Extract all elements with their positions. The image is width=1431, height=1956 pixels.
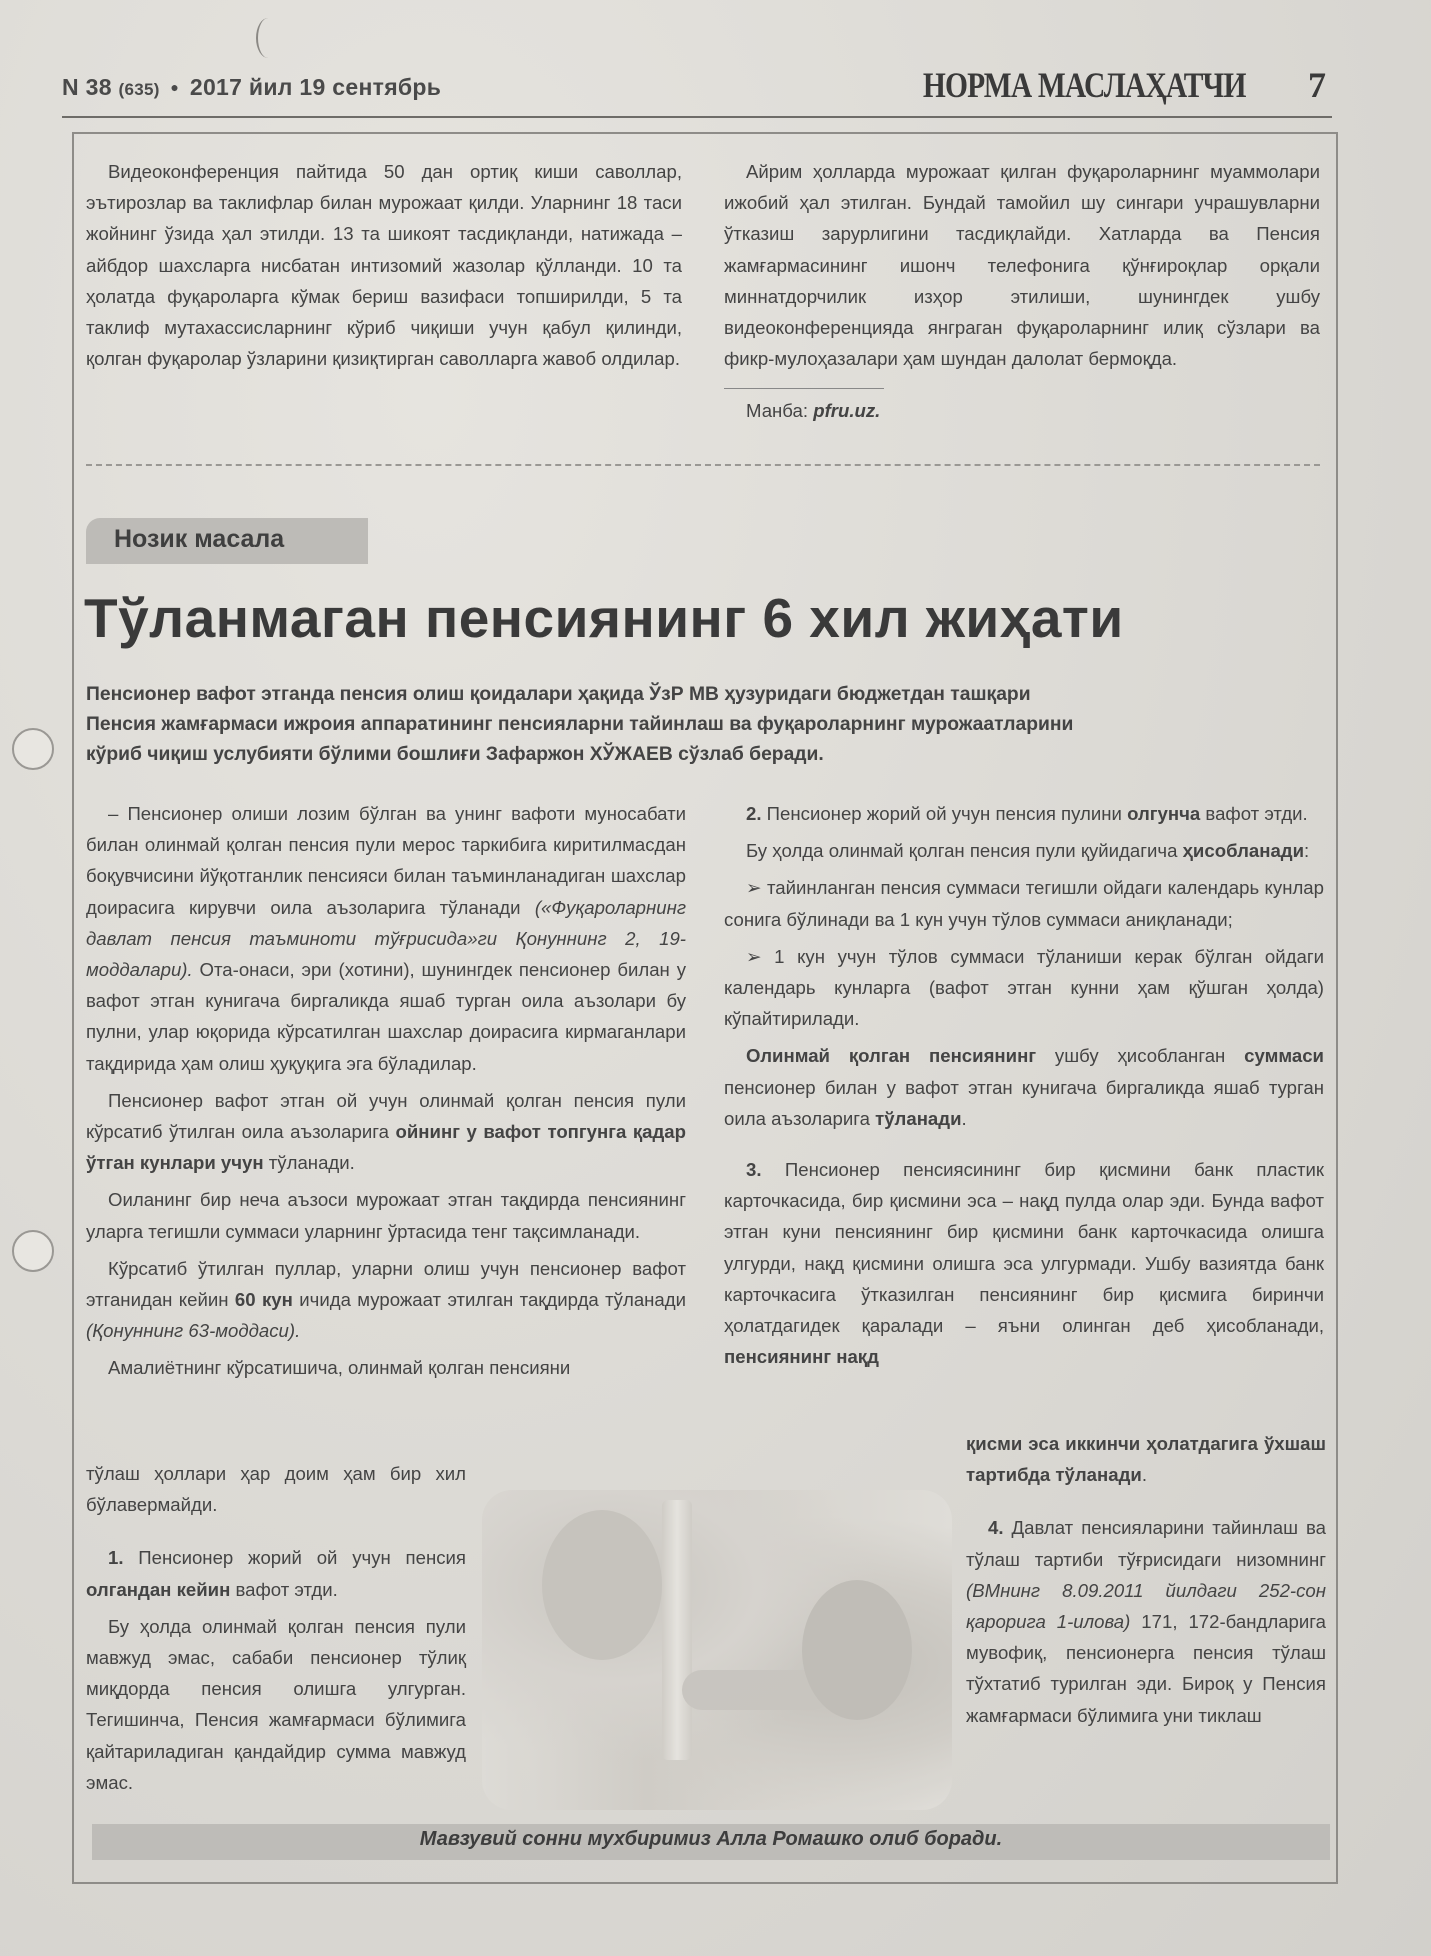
photo-vase bbox=[662, 1500, 692, 1760]
article-headline: Тўланмаган пенсиянинг 6 хил жиҳати bbox=[84, 587, 1124, 649]
paragraph bbox=[86, 798, 686, 1079]
emphasis-text: 60 кун bbox=[234, 1289, 293, 1311]
prev-article-paragraph: Айрим ҳолларда мурожаат қилган фуқароларнинг муаммолари ижобий ҳал этилган. Бундай тамойил шу сингари учрашувларни ўтказиш зарурлигини тасдиқлайди. Хатларда ва Пенсия жамғармасининг ишонч телефонига қўнғироқлар орқали миннатдорчилик изҳор этилиши, шунингдек ушбу видеоконференцияда янграган фуқароларнинг илиқ сўзлари ва фикр-мулоҳазалари ҳам шундан далолат бермоқда. bbox=[724, 161, 1320, 370]
paragraph: тўлаш ҳоллари ҳар доим ҳам бир хил бўлавермайди. bbox=[86, 1463, 466, 1516]
footer-credit: Мавзувий сонни мухбиримиз Алла Ромашко олиб боради. bbox=[419, 1828, 1003, 1850]
masthead: НОРМА МАСЛАҲАТЧИ bbox=[923, 65, 1246, 105]
paragraph-text: Пенсионер жорий ой учун пенсия пулини bbox=[761, 803, 1128, 824]
case-4 bbox=[966, 1512, 1326, 1730]
case-2 bbox=[724, 798, 1324, 829]
punch-hole-icon bbox=[12, 728, 54, 770]
law-reference: («Фуқароларнинг давлат пенсия таъминоти тўғрисида»ги Қонуннинг 2, 19-моддалари). bbox=[86, 896, 686, 981]
case-3 bbox=[724, 1154, 1324, 1372]
photo-figure bbox=[542, 1510, 662, 1660]
paragraph-text: – Пенсионер олиши лозим бўлган ва унинг вафоти муносабати билан олинмай қолган пенсия пули мерос таркибига киритилмасдан боқувчисини йўқотганлик пенсияси билан таъминланадиган шахслар доирасига кирувчи оила аъзоларига тўланади bbox=[86, 803, 686, 918]
bullet-item: ➢ тайинланган пенсия суммаси тегишли ойдаги календарь кунлар сонига бўлинади ва 1 кун учун тўлов суммаси аниқланади; bbox=[724, 877, 1324, 930]
case-number: 3. bbox=[746, 1159, 762, 1181]
paragraph bbox=[86, 1085, 686, 1179]
article-right-column bbox=[724, 798, 1324, 1372]
paragraph-text: Кўрсатиб ўтилган пуллар, уларни олиш учун пенсионер вафот этганидан кейин bbox=[86, 1257, 686, 1311]
source-line bbox=[724, 395, 1320, 426]
paragraph bbox=[724, 1040, 1324, 1134]
paragraph-text: вафот этди. bbox=[1200, 803, 1308, 824]
emphasis-text: олгунча bbox=[1127, 803, 1201, 824]
paragraph-text: пенсионер билан у вафот этган кунигача биргаликда яшаб турган оила аъзоларига bbox=[724, 1076, 1324, 1129]
paragraph-text: . bbox=[1141, 1464, 1148, 1486]
paragraph-text: Бу ҳолда олинмай қолган пенсия пули қуйидагича bbox=[746, 840, 1183, 862]
rubric-label: Нозик масала bbox=[114, 525, 285, 553]
photo-figure bbox=[802, 1580, 912, 1720]
case-number: 4. bbox=[988, 1517, 1004, 1539]
emphasis-text: ҳисобланади bbox=[1182, 840, 1305, 862]
paragraph-text: 171, 172-бандларига мувофиқ, пенсионерга пенсия тўлаш тўхтатиб турилган эди. Бироқ у Пенсия жамғармаси бўлимига уни тиклаш bbox=[966, 1611, 1326, 1726]
bullet-dot-icon: ● bbox=[170, 79, 180, 95]
paragraph: Бу ҳолда олинмай қолган пенсия пули мавжуд эмас, сабаби пенсионер тўлиқ миқдорда пенсия олишга улгурган. Тегишинча, Пенсия жамғармаси бўлимига қайтариладиган қандайдир сумма мавжуд эмас. bbox=[86, 1615, 466, 1793]
case-number: 1. bbox=[108, 1547, 124, 1569]
paragraph bbox=[724, 835, 1324, 866]
section-divider bbox=[86, 464, 1320, 466]
prev-article-paragraph: Видеоконференция пайтида 50 дан ортиқ киши саволлар, эътирозлар ва таклифлар билан мурожаат қилди. Уларнинг 18 таси жойнинг ўзида ҳал этилди. 13 та шикоят тасдиқланди, натижада – айбдор шахсларга нисбатан интизомий жазолар қўлланди. 10 та ҳолатда фуқароларга кўмак бериш вазифаси топширилди, 5 та таклиф мутахассисларнинг кўриб чиқиши учун қабул қилинди, қолган фуқаролар ўзларини қизиқтирган саволларга жавоб олдилар. bbox=[86, 161, 682, 370]
prev-article-left-column bbox=[86, 156, 682, 374]
paragraph bbox=[966, 1428, 1326, 1490]
emphasis-text: пенсиянинг нақд bbox=[724, 1346, 879, 1368]
case-1 bbox=[86, 1542, 466, 1604]
paragraph-text: тўланади. bbox=[263, 1152, 355, 1174]
emphasis-text: қисми эса иккинчи ҳолатдагига ўхшаш тартибда тўланади bbox=[966, 1433, 1326, 1486]
paragraph: Оиланинг бир неча аъзоси мурожаат этган тақдирда пенсиянинг уларга тегишли суммаси уларнинг ўртасида тенг тақсимланади. bbox=[86, 1189, 686, 1242]
emphasis-text: тўланади bbox=[875, 1107, 962, 1129]
emphasis-text: ойнинг у вафот топгунга қадар ўтган кунлари учун bbox=[86, 1121, 686, 1174]
paragraph-text: Ота-онаси, эри (хотини), шунингдек пенсионер билан у вафот этган кунигача биргаликда яшаб турган оила аъзолари бу пулни, улар юқорида кўрсатилган шахслар доирасига кирмаганлари тақдирида ҳам олиш ҳуқуқига эга бўладилар. bbox=[86, 959, 686, 1074]
paragraph-text: . bbox=[961, 1107, 967, 1129]
source-label: Манба: bbox=[746, 400, 809, 422]
lead-line: Пенсия жамғармаси ижроия аппаратининг пенсияларни тайинлаш ва фуқароларнинг мурожаатларини bbox=[86, 714, 1074, 735]
article-lead bbox=[86, 680, 1296, 770]
lead-line: кўриб чиқиш услубияти бўлими бошлиғи Зафаржон ХЎЖАЕВ сўзлаб беради. bbox=[86, 744, 824, 765]
article-left-column bbox=[86, 798, 686, 1384]
emphasis-text: суммаси bbox=[1244, 1045, 1324, 1067]
paragraph-text: ичида мурожаат этилган тақдирда тўланади bbox=[292, 1289, 687, 1311]
paragraph-text: Пенсионер жорий ой учун пенсия bbox=[123, 1547, 466, 1569]
article-right-wrap bbox=[966, 1428, 1326, 1731]
issue-date: 2017 йил 19 сентябрь bbox=[189, 74, 442, 100]
paragraph-text: Пенсионер пенсиясининг бир қисмини банк пластик карточкасида, бир қисмини эса – нақд пулда олар эди. Бунда вафот этган куни пенсиянинг бир қисмини банк карточкасида олишга улгурди, нақд қисмини олишга эса улгурмади. Ушбу вазиятда банк карточкасига ўтказилган пенсиянинг бир қисмига биринчи ҳолатдагидек қаралади – яъни олинган деб ҳисобланади, bbox=[724, 1159, 1324, 1337]
article-photo bbox=[482, 1490, 952, 1810]
issue-number: (635) bbox=[118, 80, 160, 99]
paragraph-text: Давлат пенсияларини тайинлаш ва тўлаш тартиби тўғрисидаги низомнинг bbox=[966, 1517, 1326, 1570]
paragraph-text: Пенсионер вафот этган ой учун олинмай қолган пенсия пули кўрсатиб ўтилган оила аъзоларига bbox=[86, 1089, 686, 1143]
issue-prefix: N 38 bbox=[62, 74, 112, 100]
paragraph: Амалиётнинг кўрсатишича, олинмай қолган пенсияни bbox=[108, 1357, 571, 1379]
page-header bbox=[62, 64, 1332, 118]
emphasis-text: олгандан кейин bbox=[86, 1578, 231, 1600]
emphasis-text: Олинмай қолган пенсиянинг bbox=[746, 1045, 1037, 1067]
law-reference: (ВМнинг 8.09.2011 йилдаги 252-сон қарорига 1-илова) bbox=[966, 1579, 1326, 1633]
punch-hole-icon bbox=[12, 1230, 54, 1272]
top-pencil-mark bbox=[256, 18, 280, 58]
paragraph-text: : bbox=[1304, 840, 1310, 862]
page-number: 7 bbox=[1308, 65, 1326, 105]
article-left-wrap bbox=[86, 1458, 466, 1798]
paragraph-text: ушбу ҳисобланган bbox=[1036, 1045, 1245, 1067]
source-divider bbox=[724, 388, 884, 389]
bullet-item: ➢ 1 кун учун тўлов суммаси тўланиши керак бўлган ойдаги календарь кунларга (вафот этган кунни ҳам қўшган ҳолда) кўпайтирилади. bbox=[724, 945, 1324, 1030]
rubric-badge bbox=[86, 518, 368, 564]
source-value: pfru.uz. bbox=[813, 400, 881, 422]
paragraph-text: вафот этди. bbox=[230, 1578, 338, 1600]
lead-line: Пенсионер вафот этганда пенсия олиш қоидалари ҳақида ЎзР МВ ҳузуридаги бюджетдан ташқари bbox=[86, 684, 1031, 705]
paragraph bbox=[86, 1253, 686, 1347]
footer-bar bbox=[92, 1824, 1330, 1860]
case-number: 2. bbox=[746, 803, 762, 824]
law-reference: (Қонуннинг 63-моддаси). bbox=[86, 1320, 301, 1342]
issue-info bbox=[62, 74, 441, 101]
prev-article-right-column bbox=[724, 156, 1320, 427]
